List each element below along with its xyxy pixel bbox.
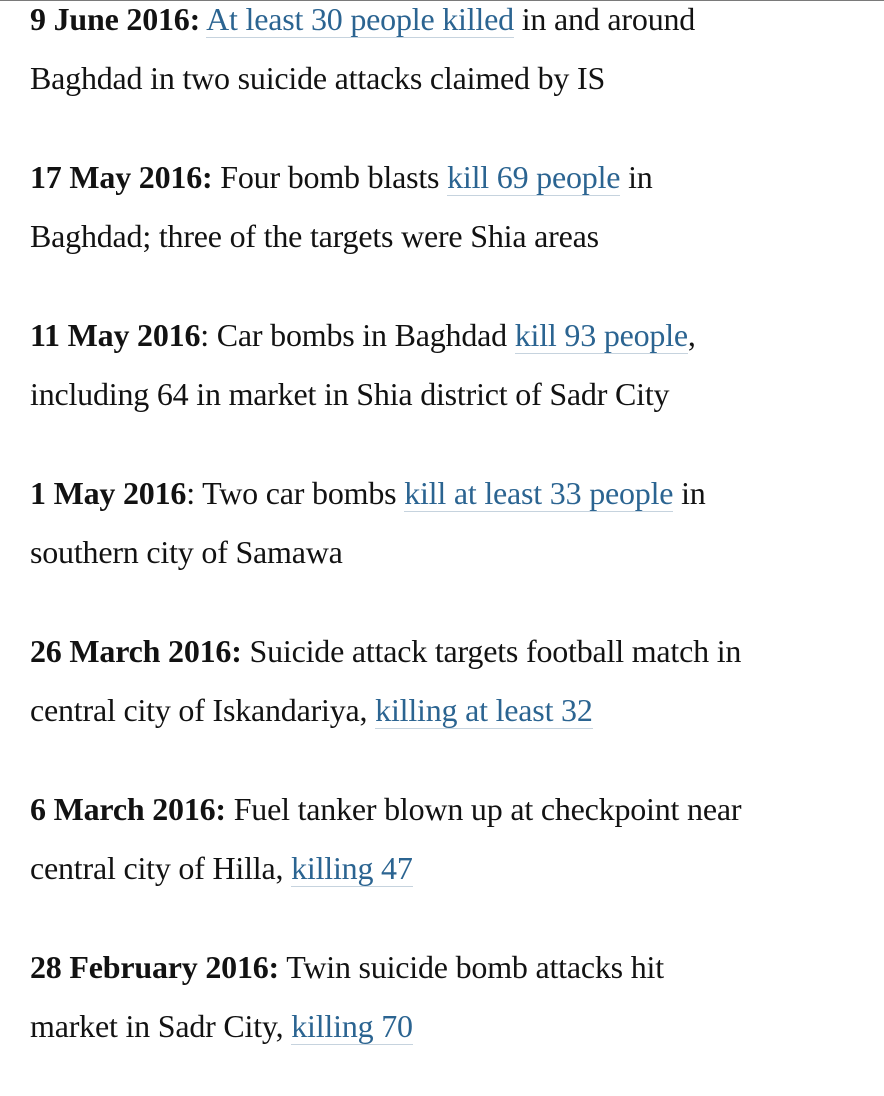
entry-link[interactable]: At least 30 people killed [206, 1, 514, 37]
entry-date: 17 May 2016: [30, 159, 213, 195]
entry-text: Four bomb blasts [212, 159, 448, 195]
entry-text: central city of Hilla, [30, 850, 292, 886]
entry-date: 28 February 2016: [30, 949, 280, 985]
entry-date: 9 June 2016: [30, 1, 201, 37]
timeline-entry [30, 148, 882, 266]
timeline-entry [30, 464, 882, 582]
entry-link[interactable]: killing 47 [291, 850, 413, 886]
entry-text: Car bombs in Baghdad [208, 317, 515, 353]
entry-text: in [620, 159, 653, 195]
entry-text: Suicide attack targets football match in [241, 633, 742, 669]
entry-text: including 64 in market in Shia district of Sadr City [30, 376, 670, 412]
entry-link[interactable]: killing 70 [291, 1008, 413, 1044]
entry-date: 1 May 2016 [30, 475, 187, 511]
timeline-entry [30, 938, 882, 1056]
entry-text: Twin suicide bomb attacks hit [279, 949, 664, 985]
entry-link[interactable]: kill 93 people [514, 317, 688, 353]
timeline-entry [30, 306, 882, 424]
timeline-list [30, 0, 882, 1096]
timeline-entry [30, 0, 882, 108]
entry-text: , [687, 317, 696, 353]
timeline-entry [30, 622, 882, 740]
entry-link[interactable]: killing at least 32 [375, 692, 593, 728]
entry-link[interactable]: kill at least 33 people [404, 475, 674, 511]
entry-date: 6 March 2016: [30, 791, 226, 827]
entry-separator: : [200, 317, 209, 353]
entry-date: 26 March 2016: [30, 633, 242, 669]
entry-link[interactable]: kill 69 people [447, 159, 621, 195]
entry-text: Fuel tanker blown up at checkpoint near [225, 791, 742, 827]
entry-text: southern city of Samawa [30, 534, 343, 570]
entry-text: in [673, 475, 706, 511]
entry-text: in and around [513, 1, 696, 37]
entry-text: market in Sadr City, [30, 1008, 292, 1044]
entry-separator: : [186, 475, 195, 511]
entry-text: central city of Iskandariya, [30, 692, 376, 728]
entry-text: Baghdad; three of the targets were Shia areas [30, 218, 599, 254]
entry-date: 11 May 2016 [30, 317, 201, 353]
timeline-entry [30, 780, 882, 898]
entry-text: Baghdad in two suicide attacks claimed by IS [30, 60, 606, 96]
entry-text: Two car bombs [194, 475, 405, 511]
